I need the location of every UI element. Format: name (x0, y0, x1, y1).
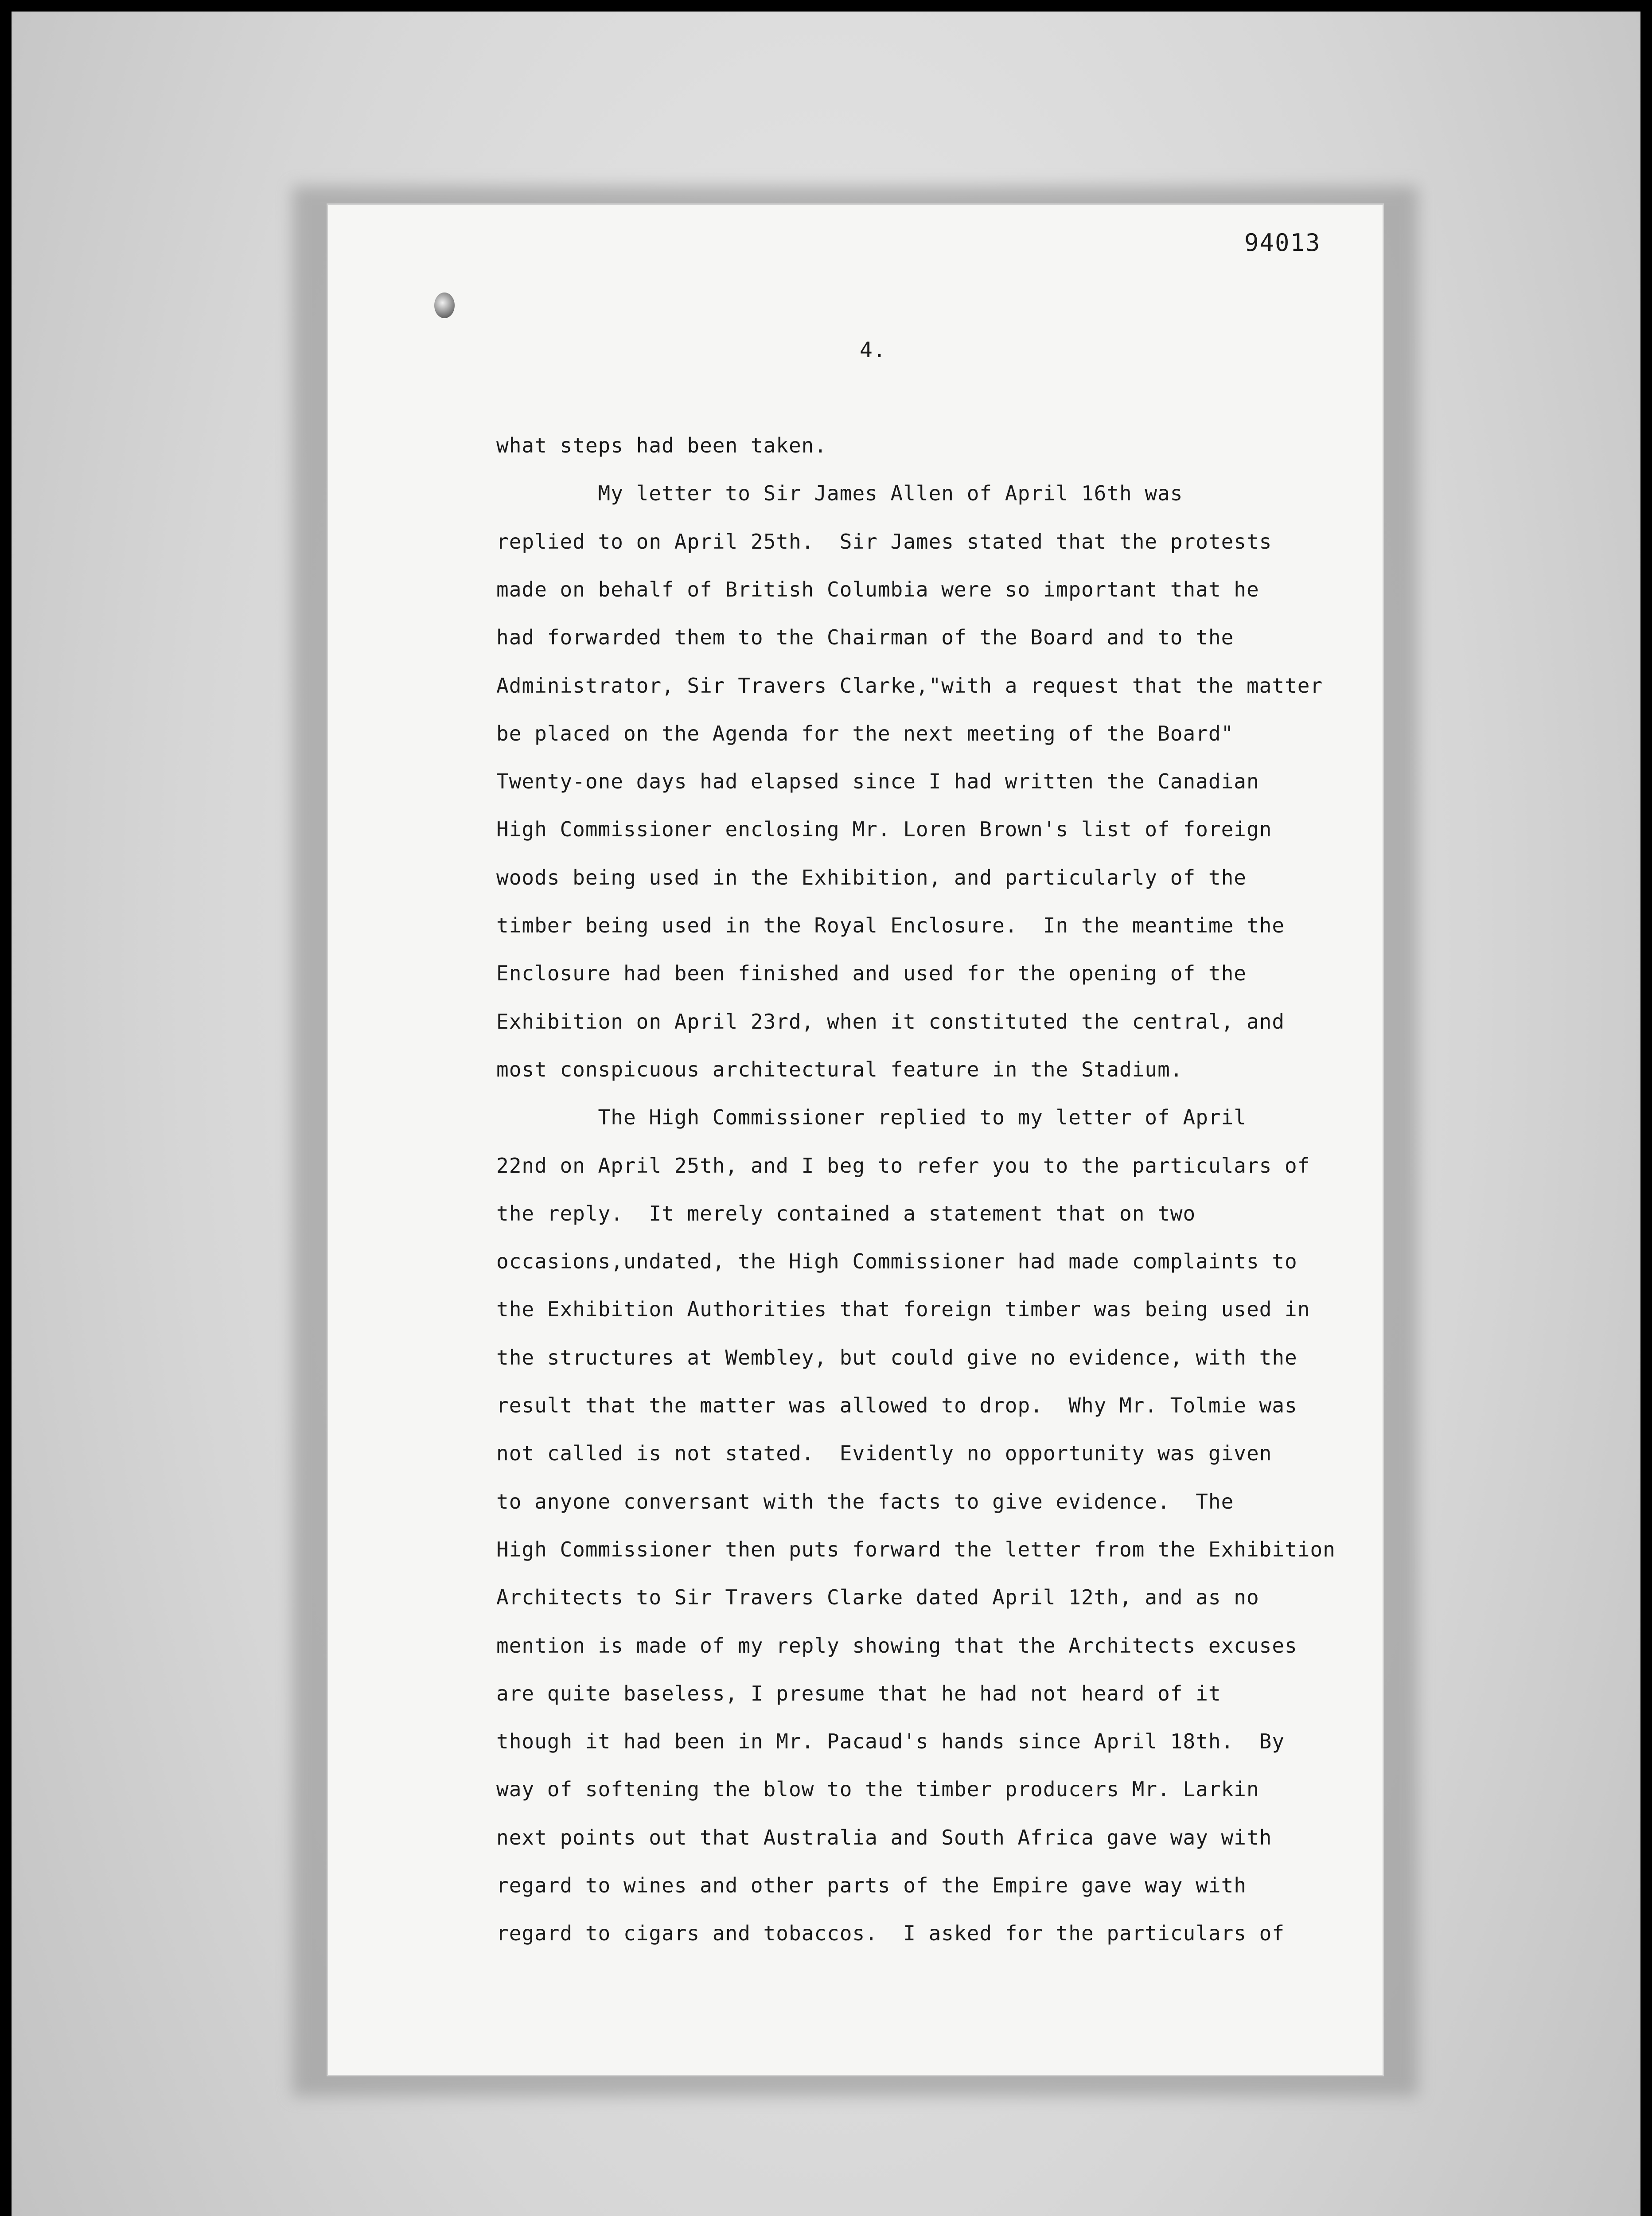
text-line: High Commissioner enclosing Mr. Loren Brown's list of foreign (496, 817, 1272, 842)
text-line: woods being used in the Exhibition, and particularly of the (496, 865, 1247, 890)
text-line: occasions,undated, the High Commissioner had made complaints to (496, 1249, 1297, 1274)
text-line: next points out that Australia and South Africa gave way with (496, 1825, 1272, 1849)
text-line: 22nd on April 25th, and I beg to refer you to the particulars of (496, 1153, 1310, 1178)
text-line: The High Commissioner replied to my letter of April (496, 1105, 1247, 1130)
text-line: be placed on the Agenda for the next meeting of the Board" (496, 721, 1234, 745)
film-border-left (0, 0, 12, 2216)
text-line: Architects to Sir Travers Clarke dated April 12th, and as no (496, 1585, 1259, 1610)
text-line: though it had been in Mr. Pacaud's hands since April 18th. By (496, 1729, 1285, 1754)
text-line: timber being used in the Royal Enclosure. In the meantime the (496, 913, 1285, 937)
text-line: are quite baseless, I presume that he had not heard of it (496, 1681, 1221, 1705)
text-line: the reply. It merely contained a statement that on two (496, 1201, 1196, 1225)
text-line: replied to on April 25th. Sir James stated that the protests (496, 529, 1272, 554)
text-line: mention is made of my reply showing that the Architects excuses (496, 1633, 1297, 1658)
text-line: most conspicuous architectural feature in the Stadium. (496, 1057, 1183, 1081)
text-line: Exhibition on April 23rd, when it constituted the central, and (496, 1009, 1285, 1034)
document-number: 94013 (1244, 229, 1321, 257)
page-number: 4. (860, 338, 886, 363)
text-line: the Exhibition Authorities that foreign timber was being used in (496, 1297, 1310, 1322)
text-line: to anyone conversant with the facts to give evidence. The (496, 1489, 1234, 1514)
text-line: the structures at Wembley, but could give no evidence, with the (496, 1345, 1297, 1369)
film-border-top (0, 0, 1652, 12)
text-line: Twenty-one days had elapsed since I had written the Canadian (496, 769, 1259, 794)
film-border-right (1640, 0, 1652, 2216)
text-line: My letter to Sir James Allen of April 16th was (496, 481, 1183, 506)
text-line: not called is not stated. Evidently no opportunity was given (496, 1441, 1272, 1466)
text-line: Administrator, Sir Travers Clarke,"with a request that the matter (496, 673, 1323, 698)
text-line: High Commissioner then puts forward the letter from the Exhibition (496, 1537, 1336, 1561)
text-line: regard to cigars and tobaccos. I asked for the particulars of (496, 1921, 1285, 1946)
text-line: what steps had been taken. (496, 433, 827, 457)
text-line: made on behalf of British Columbia were so important that he (496, 577, 1259, 601)
punch-hole-mark (434, 293, 455, 318)
text-line: regard to wines and other parts of the Empire gave way with (496, 1873, 1247, 1897)
text-line: had forwarded them to the Chairman of the Board and to the (496, 625, 1234, 650)
text-line: result that the matter was allowed to drop. Why Mr. Tolmie was (496, 1393, 1297, 1417)
text-line: way of softening the blow to the timber producers Mr. Larkin (496, 1777, 1259, 1802)
text-line: Enclosure had been finished and used for the opening of the (496, 961, 1247, 986)
